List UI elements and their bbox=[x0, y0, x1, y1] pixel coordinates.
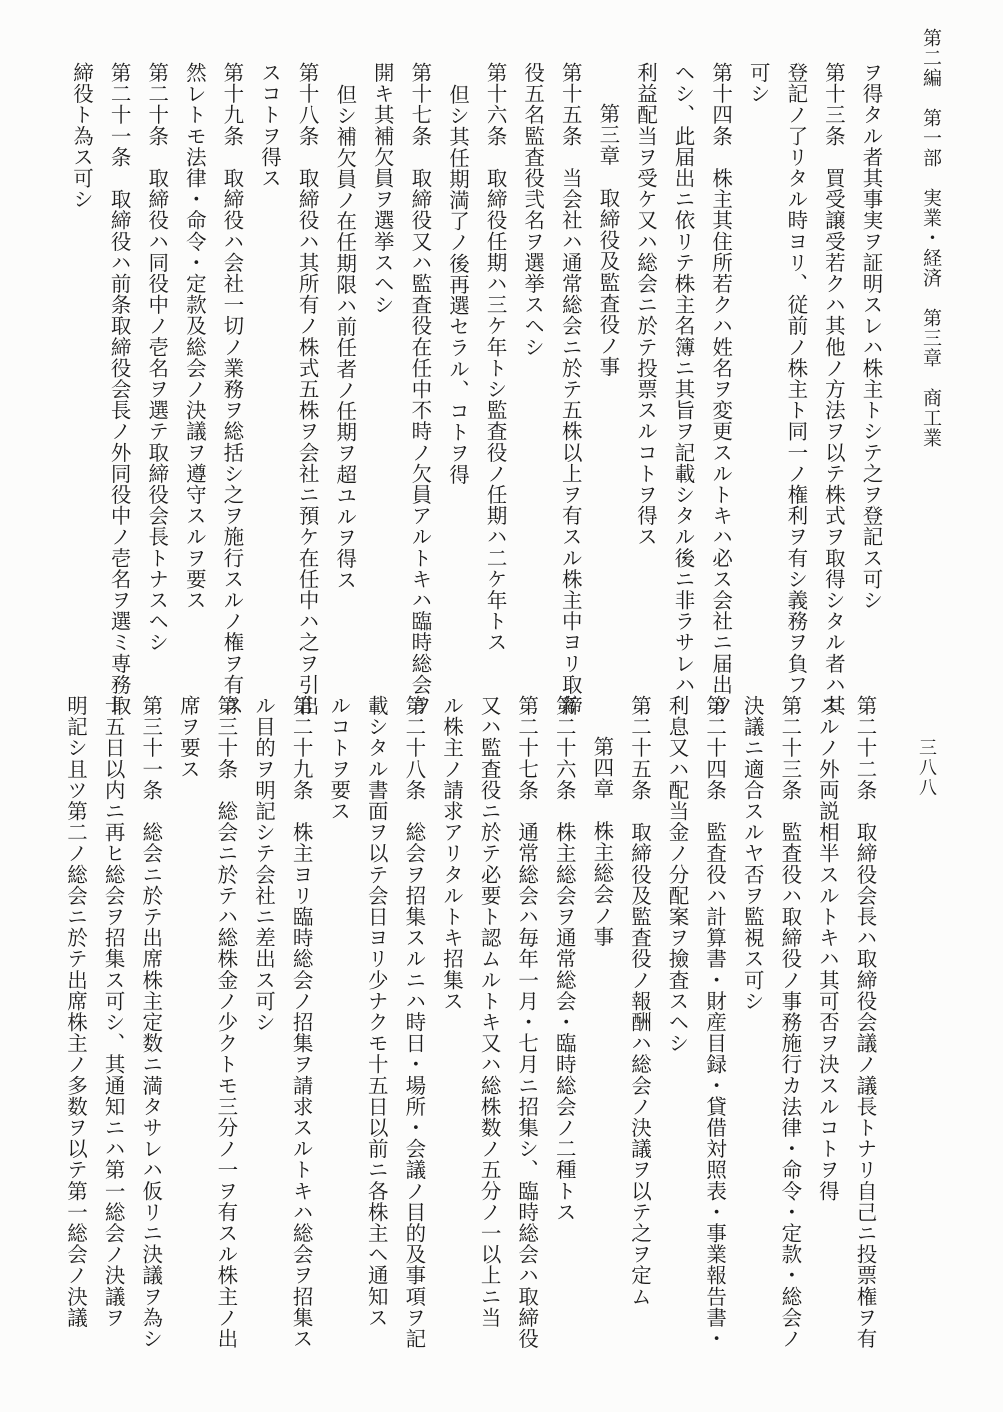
article-line: 第二十七条 通常総会ハ毎年一月・七月ニ招集シ、臨時総会ハ取締役 bbox=[514, 695, 539, 1350]
article-line: 第十九条 取締役ハ会社一切ノ業務ヲ総括シ之ヲ施行スルノ権ヲ有ス bbox=[219, 62, 244, 717]
chapter-heading: 第四章 株主総会ノ事 bbox=[589, 736, 614, 947]
text-line: 十五日以内ニ再ヒ総会ヲ招集ス可シ、其通知ニハ第一総会ノ決議ヲ bbox=[101, 695, 126, 1328]
article-line: 第二十三条 監査役ハ取締役ノ事務施行カ法律・命令・定款・総会ノ bbox=[777, 695, 802, 1350]
article-line: 第十五条 当会社ハ通常総会ニ於テ五株以上ヲ有スル株主中ヨリ取締 bbox=[558, 62, 583, 717]
lower-text-block bbox=[63, 695, 883, 1350]
article-line: 第二十五条 取締役及監査役ノ報酬ハ総会ノ決議ヲ以テ之ヲ定ム bbox=[627, 695, 652, 1307]
text-line: 明記シ且ツ第二ノ総会ニ於テ出席株主ノ多数ヲ以テ第一総会ノ決議 bbox=[63, 695, 88, 1328]
article-line: 第十七条 取締役又ハ監査役在任中不時ノ欠員アルトキハ臨時総会ヲ bbox=[407, 62, 432, 717]
article-line: 第三十条 総会ニ於テハ総株金ノ少クトモ三分ノ一ヲ有スル株主ノ出 bbox=[213, 695, 238, 1350]
running-header: 第二編 第一部 実業・経済 第三章 商工業 bbox=[920, 28, 942, 448]
text-line: 又ハ監査役ニ於テ必要ト認ムルトキ又ハ総株数ノ五分ノ一以上ニ当 bbox=[477, 695, 502, 1328]
article-line: 第二十六条 株主総会ヲ通常総会・臨時総会ノ二種トス bbox=[552, 695, 577, 1223]
page-number: 三八八 bbox=[916, 738, 937, 798]
text-line: 利息又ハ配当金ノ分配案ヲ撿査スヘシ bbox=[665, 695, 690, 1054]
text-line: 但シ補欠員ノ在任期限ハ前任者ノ任期ヲ超ユルヲ得ス bbox=[332, 83, 357, 590]
text-line: 席ヲ要ス bbox=[176, 695, 201, 780]
article-line: 第二十九条 株主ヨリ臨時総会ノ招集ヲ請求スルトキハ総会ヲ招集ス bbox=[289, 695, 314, 1350]
text-line: 載シタル書面ヲ以テ会日ヨリ少ナクモ十五日以前ニ各株主ヘ通知ス bbox=[364, 695, 389, 1328]
article-line: 第十三条 買受譲受若クハ其他ノ方法ヲ以テ株式ヲ取得シタル者ハ其 bbox=[821, 62, 846, 717]
text-line: 然レトモ法律・命令・定款及総会ノ決議ヲ遵守スルヲ要ス bbox=[182, 62, 207, 611]
article-line: 第二十四条 監査役ハ計算書・財産目録・貸借対照表・事業報告書・ bbox=[702, 695, 727, 1350]
article-line: 第三十一条 総会ニ於テ出席株主定数ニ満タサレハ仮リニ決議ヲ為シ bbox=[138, 695, 163, 1350]
article-line: 第二十八条 総会ヲ招集スルニハ時日・場所・会議ノ目的及事項ヲ記 bbox=[401, 695, 426, 1350]
text-line: 開キ其補欠員ヲ選挙スヘシ bbox=[370, 62, 395, 316]
upper-text-block bbox=[69, 62, 889, 717]
article-line: 第二十二条 取締役会長ハ取締役会議ノ議長トナリ自己ニ投票権ヲ有 bbox=[853, 695, 877, 1350]
text-line: スコトヲ得ス bbox=[257, 62, 282, 189]
article-line: 第二十一条 取締役ハ前条取締役会長ノ外同役中ノ壱名ヲ選ミ専務取 bbox=[107, 62, 132, 717]
chapter-heading: 第三章 取締役及監査役ノ事 bbox=[595, 103, 620, 378]
article-line: 第十六条 取締役任期ハ三ケ年トシ監査役ノ任期ハ二ケ年トス bbox=[483, 62, 508, 653]
text-line: 決議ニ適合スルヤ否ヲ監視ス可シ bbox=[740, 695, 765, 1012]
text-line: ル目的ヲ明記シテ会社ニ差出ス可シ bbox=[251, 695, 276, 1033]
text-line: 締役ト為ス可シ bbox=[69, 62, 94, 210]
text-line: ル株主ノ請求アリタルトキ招集ス bbox=[439, 695, 464, 1012]
text-line: 利益配当ヲ受ケ又ハ総会ニ於テ投票スルコトヲ得ス bbox=[633, 62, 658, 548]
text-line: 登記ノ了リタル時ヨリ、従前ノ株主ト同一ノ権利ヲ有シ義務ヲ負フ bbox=[783, 62, 808, 695]
article-line: 第十四条 株主其住所若クハ姓名ヲ変更スルトキハ必ス会社ニ届出ツ bbox=[708, 62, 733, 717]
text-line: 但シ其任期満了ノ後再選セラル、コトヲ得 bbox=[445, 83, 470, 485]
text-line: ヲ得タル者其事実ヲ証明スレハ株主トシテ之ヲ登記ス可シ bbox=[859, 62, 883, 611]
text-line: 可シ bbox=[746, 62, 771, 105]
text-line: ヘシ、此届出ニ依リテ株主名簿ニ其旨ヲ記載シタル後ニ非ラサレハ bbox=[671, 62, 696, 695]
text-line: 役五名監査役弐名ヲ選挙スヘシ bbox=[520, 62, 545, 358]
article-line: 第二十条 取締役ハ同役中ノ壱名ヲ選テ取締役会長トナスヘシ bbox=[144, 62, 169, 653]
text-line: スルノ外両説相半スルトキハ其可否ヲ決スルコトヲ得 bbox=[815, 695, 840, 1202]
article-line: 第十八条 取締役ハ其所有ノ株式五株ヲ会社ニ預ケ在任中ハ之ヲ引出 bbox=[295, 62, 320, 717]
text-line: ルコトヲ要ス bbox=[326, 695, 351, 822]
